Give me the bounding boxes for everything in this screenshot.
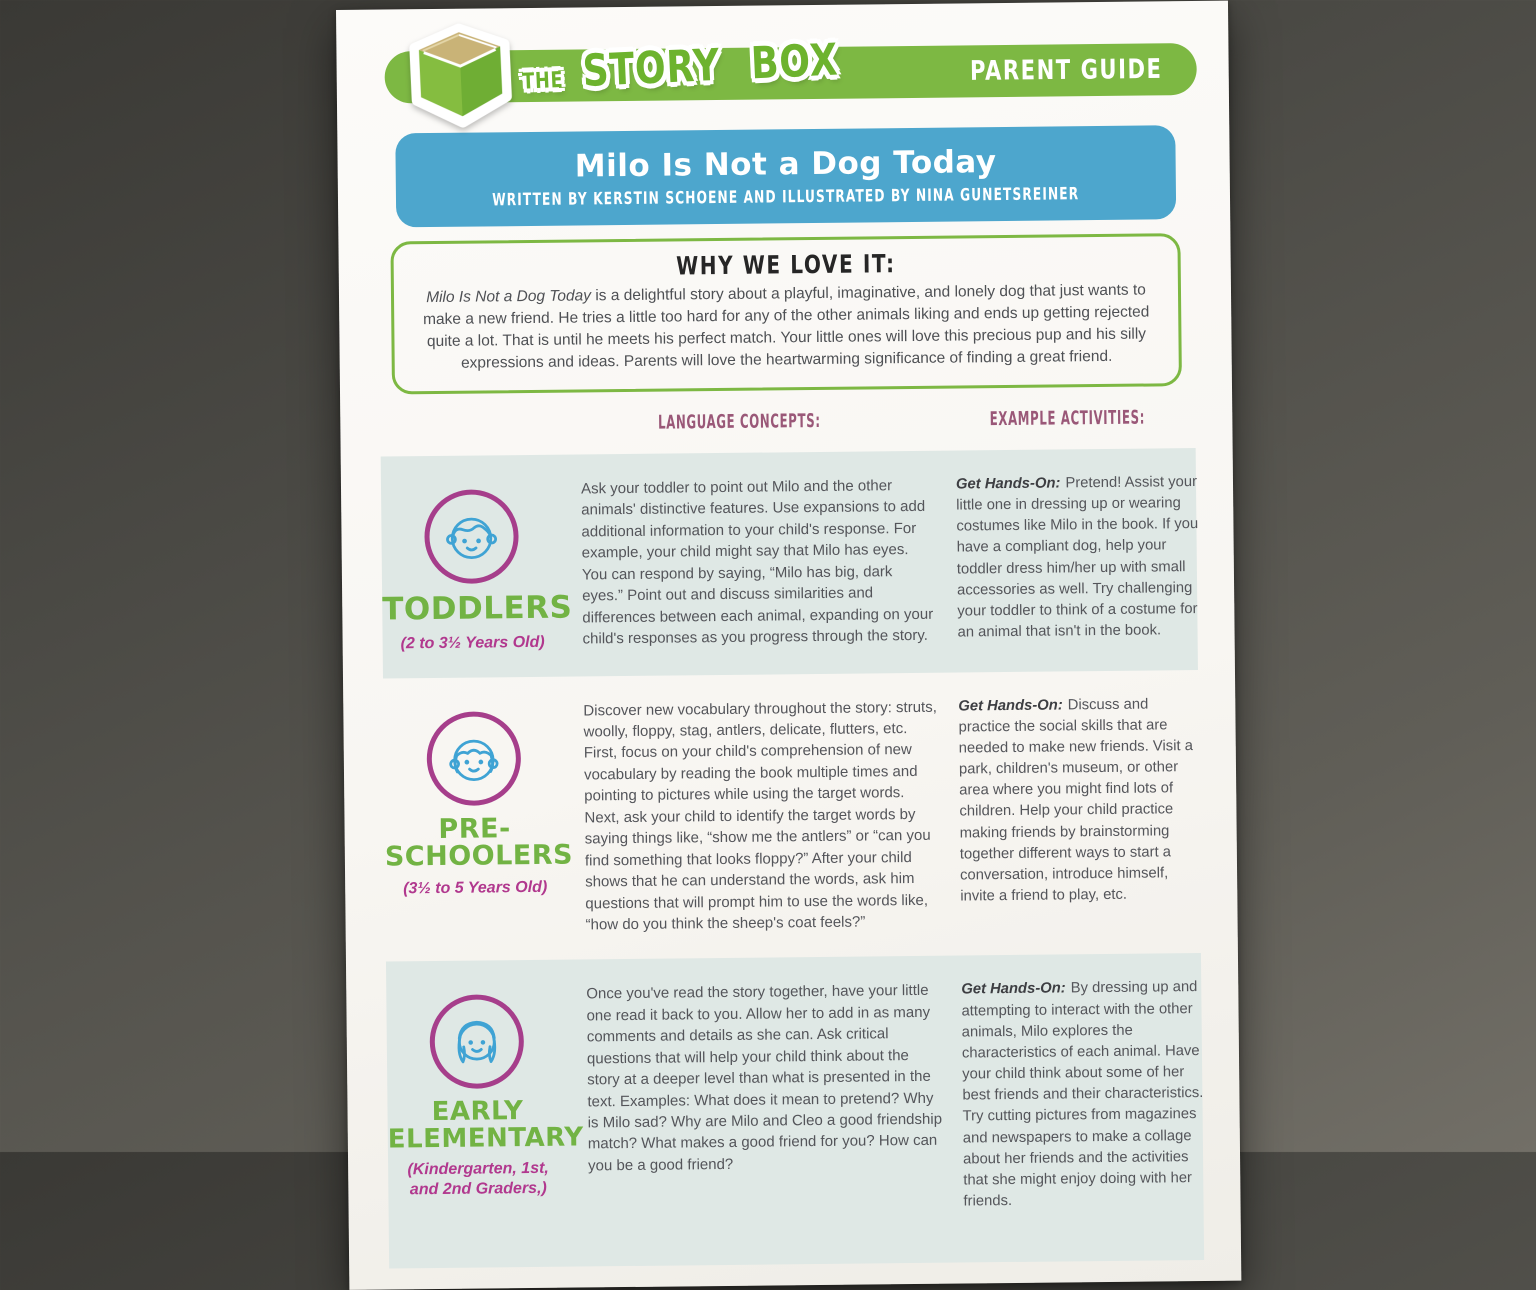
preschooler-face-icon <box>426 711 521 806</box>
early-elementary-age-range: (Kindergarten, 1st, and 2nd Graders,) <box>407 1160 549 1199</box>
preschoolers-activities <box>958 694 1205 908</box>
parent-guide-label: PARENT GUIDE <box>969 53 1163 87</box>
page-header <box>336 1 1229 118</box>
early-elementary-activities-body: By dressing up and attempting to interact with the other animals, Milo explores the characteristics of each animal. Have your child think about some of her best friends and their characteristics. Try cutting pictures from magazines and newspapers to make a collage about her friends and the activities that she might enjoy doing with her friends. <box>961 979 1204 1210</box>
logo-story: STORY <box>582 39 722 97</box>
parent-guide-page <box>336 1 1241 1290</box>
toddler-face-icon <box>424 489 519 584</box>
toddlers-language-concepts: Ask your toddler to point out Milo and the other animals' distinctive features. Use expansions to add additional information to your child's response. For example, your child might say that Milo has eyes. You can respond by saying, “Milo has big, dark eyes.” Point out and discuss similarities and differences between each animal, expanding on your child's responses as you progress through the story. <box>580 477 934 648</box>
toddlers-age-column <box>381 489 573 654</box>
early-elementary-age-column <box>386 994 584 1201</box>
get-hands-on-label: Get Hands-On: <box>961 980 1066 998</box>
logo-the: THE <box>521 67 564 95</box>
early-elementary-activities <box>961 977 1208 1212</box>
why-we-love-it-box <box>390 233 1182 394</box>
column-headers <box>340 406 1232 445</box>
why-we-love-it-body: is a delightful story about a playful, imaginative, and lonely dog that just wants to make a new friend. He tries a little too hard for any of the other animals liking and ends up getting rejected quite a lot. That is until he meets his perfect match. Your little ones will love this precious pup and his silly expressions and ideas. Parents will love the heartwarming significance of finding a great friend. <box>422 281 1150 372</box>
storybox-box-icon <box>406 20 515 133</box>
early-elementary-section <box>386 953 1204 1268</box>
book-byline: WRITTEN BY KERSTIN SCHOENE AND ILLUSTRATED BY NINA GUNETSREINER <box>492 183 1080 210</box>
logo-box: BOX <box>749 33 840 89</box>
preschoolers-language-concepts: Discover new vocabulary throughout the story: struts, woolly, floppy, stag, antlers, delicate, flutters, etc. First, focus on your child's comprehension of new vocabulary by reading the book multiple times and pointing to pictures while using the target words. Next, ask your child to identify the target words by saying things like, “show me the antlers” or “can you find something that looks floppy?” After your child shows that he can understand the words, ask him questions that will prompt him to use the words like, “how do you think the sheep's coat feels?” <box>583 698 937 934</box>
book-title: Milo Is Not a Dog Today <box>574 143 997 185</box>
early-elementary-language-concepts: Once you've read the story together, have your little one read it back to you. Allow her to add in as many comments and details as she can. Ask critical questions that will help your child think about the story at a deeper level than what is presented in the text. Examples: What does it mean to pretend? Why is Milo sad? Why are Milo and Cleo a good friendship match? What makes a good friend for you? How can you be a good friend? <box>586 982 943 1175</box>
preschoolers-section <box>383 670 1201 962</box>
early-elementary-label: EARLY ELEMENTARY <box>387 1096 584 1155</box>
get-hands-on-label: Get Hands-On: <box>958 697 1063 715</box>
storybox-wordmark <box>516 34 849 100</box>
book-title-banner <box>395 125 1176 227</box>
book-title-inline: Milo Is Not a Dog Today <box>426 287 592 307</box>
storybox-logo <box>406 5 850 133</box>
early-elementary-face-icon <box>429 995 524 1090</box>
preschoolers-age-range: (3½ to 5 Years Old) <box>403 878 548 898</box>
preschoolers-activities-body: Discuss and practice the social skills that are needed to make new friends. Visit a park, children's museum, or other area where you might find lots of children. Help your child practice making friends by brainstorming together different ways to start a conversation, introduce himself, invite a friend to play, etc. <box>958 696 1193 905</box>
toddlers-activities-body: Pretend! Assist your little one in dressing up or wearing costumes like Milo in the book. If you have a compliant dog, help your toddler dress him/her up with small accessories as well. Try challenging your toddler to think of a costume for an animal that isn't in the book. <box>956 474 1199 641</box>
toddlers-section <box>381 448 1198 678</box>
language-concepts-header: LANGUAGE CONCEPTS: <box>657 409 821 434</box>
toddlers-label: TODDLERS <box>382 589 573 628</box>
why-we-love-it-heading: WHY WE LOVE IT: <box>675 249 896 281</box>
preschoolers-age-column <box>383 710 574 899</box>
preschoolers-label: PRE- SCHOOLERS <box>384 812 574 873</box>
example-activities-header: EXAMPLE ACTIVITIES: <box>989 406 1146 431</box>
why-we-love-it-text <box>420 279 1153 375</box>
toddlers-age-range: (2 to 3½ Years Old) <box>400 633 545 652</box>
toddlers-activities <box>956 472 1203 644</box>
get-hands-on-label: Get Hands-On: <box>955 475 1061 493</box>
